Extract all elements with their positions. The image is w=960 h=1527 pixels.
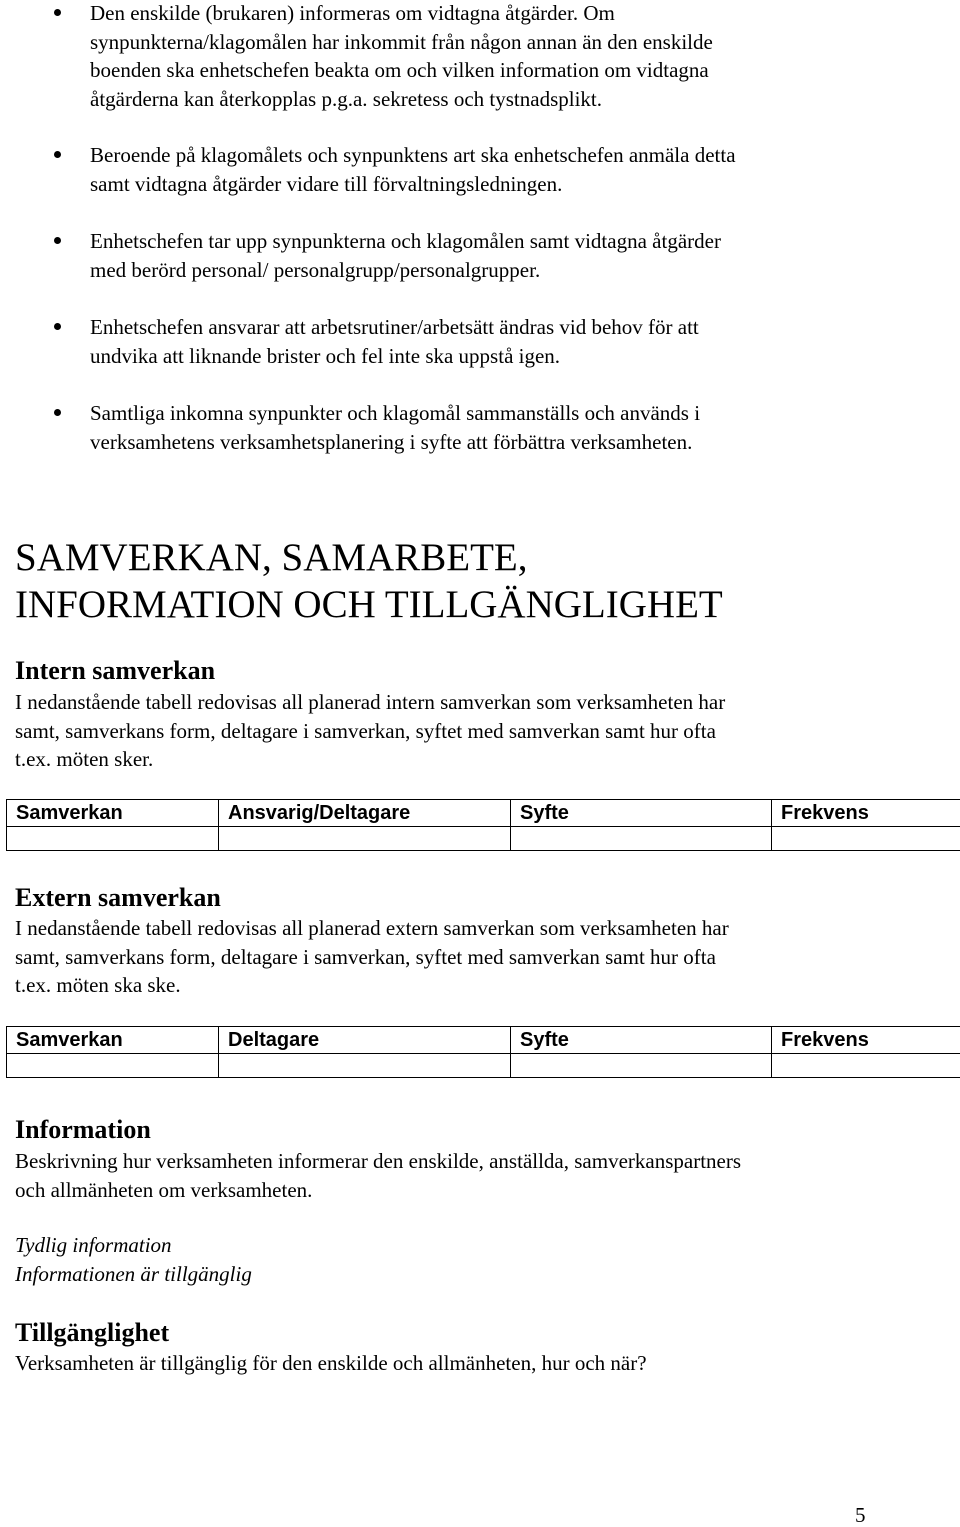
table-cell[interactable] bbox=[772, 1054, 960, 1078]
table-header-cell: Deltagare bbox=[219, 1027, 511, 1054]
extern-table bbox=[6, 1026, 960, 1078]
bullet-dot bbox=[54, 237, 61, 244]
tillganglighet-heading: Tillgänglighet bbox=[15, 1318, 170, 1347]
table-header-row bbox=[7, 1027, 960, 1054]
intern-text: I nedanstående tabell redovisas all planerad intern samverkan som verksamheten har samt, samverkans form, deltagare i samverkan, syftet med samverkan samt hur ofta t.ex. möten sker. bbox=[15, 690, 726, 771]
bullet-dot bbox=[54, 151, 61, 158]
table-cell[interactable] bbox=[219, 827, 511, 851]
section-title: SAMVERKAN, SAMARBETE, INFORMATION OCH TILLGÄNGLIGHET bbox=[15, 536, 723, 626]
table-cell[interactable] bbox=[511, 1054, 772, 1078]
table-header-cell: Samverkan bbox=[7, 800, 219, 827]
information-text: Beskrivning hur verksamheten informerar den enskilde, anställda, samverkanspartners och allmänheten om verksamheten. bbox=[15, 1149, 742, 1202]
table-cell[interactable] bbox=[7, 1054, 219, 1078]
table-header-cell: Syfte bbox=[511, 1027, 772, 1054]
bullet-text: Den enskilde (brukaren) informeras om vidtagna åtgärder. Om synpunkterna/klagomålen har inkommit från någon annan än den enskilde boenden ska enhetschefen beakta om och vilken information om vidtagna åtgärderna kan återkopplas p.g.a. sekretess och tystnadsplikt. bbox=[90, 1, 713, 111]
table-header-row bbox=[7, 800, 960, 827]
table-header-cell: Frekvens bbox=[772, 800, 960, 827]
intern-heading: Intern samverkan bbox=[15, 656, 216, 685]
information-heading: Information bbox=[15, 1115, 151, 1144]
bullet-text: Samtliga inkomna synpunkter och klagomål sammanställs och används i verksamhetens verksamhetsplanering i syfte att förbättra verksamheten. bbox=[90, 401, 701, 454]
table-header-cell: Samverkan bbox=[7, 1027, 219, 1054]
information-italic-2: Informationen är tillgänglig bbox=[15, 1262, 252, 1286]
table-cell[interactable] bbox=[219, 1054, 511, 1078]
bullet-text: Enhetschefen ansvarar att arbetsrutiner/arbetsätt ändras vid behov för att undvika att liknande brister och fel inte ska uppstå igen. bbox=[90, 315, 699, 368]
tillganglighet-text: Verksamheten är tillgänglig för den enskilde och allmänheten, hur och när? bbox=[15, 1351, 647, 1375]
table-row bbox=[7, 1054, 960, 1078]
table-cell[interactable] bbox=[772, 827, 960, 851]
extern-text: I nedanstående tabell redovisas all planerad extern samverkan som verksamheten har samt, samverkans form, deltagare i samverkan, syftet med samverkan samt hur ofta t.ex. möten ska ske. bbox=[15, 916, 729, 997]
bullet-text: Enhetschefen tar upp synpunkterna och klagomålen samt vidtagna åtgärder med berörd personal/ personalgrupp/personalgrupper. bbox=[90, 229, 721, 282]
intern-table bbox=[6, 799, 960, 851]
table-header-cell: Frekvens bbox=[772, 1027, 960, 1054]
table-header-cell: Ansvarig/Deltagare bbox=[219, 800, 511, 827]
bullet-text: Beroende på klagomålets och synpunktens art ska enhetschefen anmäla detta samt vidtagna åtgärder vidare till förvaltningsledningen. bbox=[90, 143, 736, 196]
information-italic-1: Tydlig information bbox=[15, 1233, 172, 1257]
table-row bbox=[7, 827, 960, 851]
bullet-dot bbox=[54, 409, 61, 416]
bullet-dot bbox=[54, 323, 61, 330]
bullet-dot bbox=[54, 9, 61, 16]
table-cell[interactable] bbox=[511, 827, 772, 851]
table-cell[interactable] bbox=[7, 827, 219, 851]
table-header-cell: Syfte bbox=[511, 800, 772, 827]
page-number: 5 bbox=[855, 1503, 866, 1527]
extern-heading: Extern samverkan bbox=[15, 883, 221, 912]
